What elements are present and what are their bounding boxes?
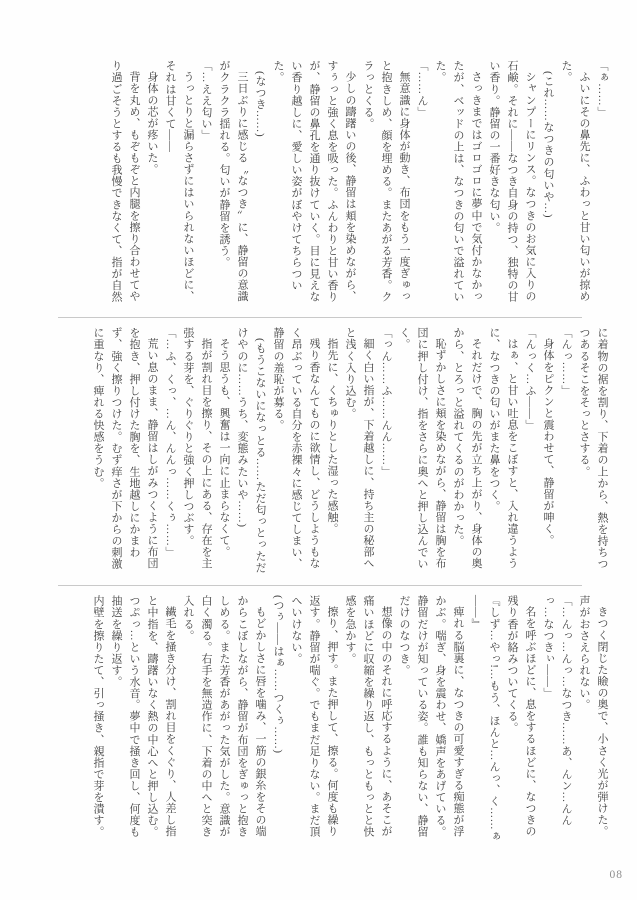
paragraph: それだけで、胸の先が立ち上がり、身体の奥から、とろっと溢れてくるのがわかった。 (452, 327, 482, 569)
paragraph: 「…んっ…んっ…なつき……あ、んン…んんっ…なつきぃ――」 (542, 595, 572, 826)
paragraph: (なつき……) (254, 71, 266, 138)
paragraph: 荒い息のまま、静留はしがみつくように布団を抱き、押し付けた胸を、生地越しにかまわず、強く擦りつけた。むず痒さが下からの刺激に重なり、痺れる快感をうむ。 (92, 327, 158, 570)
text-band-middle (89, 327, 611, 579)
paragraph: もどかしさに唇を噛み、一筋の銀糸をその端からこぼしながら、静留が布団をぎゅっと抱きしめる。また芳香があがった気がした。意識が白く濁る。右手を無造作に、下着の中へと突き入れる。 (182, 595, 266, 838)
paragraph: 「んっ……」 (560, 327, 572, 397)
paragraph: (これ……なつきの匂いや…) (542, 71, 554, 219)
paragraph: 細く白い指が、下着越しに、持ち主の秘部へと浅く入り込む。 (344, 327, 374, 569)
paragraph: 「……ん」 (416, 60, 428, 118)
paragraph: うっとりと漏らさずにはいられないほどに、それは甘くて―― (164, 60, 194, 302)
paragraph: 指先に、くちゅりとした湿った感触。 (326, 338, 338, 535)
paragraph: 背を丸め、もぞもぞと内腿を擦り合わせてやり過ごそうとするも我慢できなくて、指が自然 (110, 60, 140, 303)
text-band-top (107, 60, 611, 312)
paragraph: 身体の芯が疼いた。 (146, 71, 158, 175)
paragraph: 「…ええ匂い」 (200, 60, 212, 141)
paragraph: はぁ、と甘い吐息をこぼすと、入れ違うように、なつきの匂いがまた鼻をつく。 (488, 327, 518, 569)
paragraph: さっきまではゴロゴロに夢中で気付かなかったが、ベッドの上は、なつきの匂いで溢れていた。 (434, 60, 482, 303)
paragraph: (つぅ――はぁ……つくぅ……) (272, 595, 284, 754)
paragraph: ふいにその鼻先に、ふわっと甘い匂いが掠めた。 (560, 60, 590, 302)
paragraph: 身体をピクンと震わせて、静留が呻く。 (542, 338, 554, 546)
paragraph: 無意識に身体が動き、布団をもう一度ぎゅっと抱きしめ、顔を埋める。またあがる芳香。クラっとくる。 (362, 60, 410, 303)
paragraph: 「っん……ふ……んん……」 (380, 327, 392, 478)
paragraph: きつく閉じた瞼の奥で、小さく光が弾けた。 (596, 606, 608, 837)
paragraph: 「んっく…ふ――」 (524, 327, 536, 431)
paragraph: 繊毛を掻き分け、割れ目をくぐり、人差し指と中指を、躊躇いなく熱の中心へと押し込む。 (146, 595, 176, 838)
paragraph: 声がおさえられない。 (578, 595, 590, 711)
paragraph: 内壁を擦りたて、引っ掻き、親指で芽を潰す。 (92, 595, 104, 838)
paragraph: 少しの躊躇いの後、静留は頬を染めながら、すぅっと強く息を吸った。ふんわりと甘い香りが、静留の鼻孔を通り抜けていく。目に見えない香り越しに、愛しい姿がぼやけてちらついた。 (272, 60, 356, 303)
paragraph: 「ぁ……」 (596, 60, 608, 118)
text-band-bottom (89, 595, 611, 847)
paragraph: 名を呼ぶほどに、息をするほどに、なつきの残り香が絡みついてくる。 (506, 595, 536, 837)
paragraph: 擦り、押す。また押して、擦る。何度も繰り返す。静留が喘ぐ。でもまだ足りない。まだ頂へいけない。 (290, 595, 338, 838)
paragraph: に着物の裾を割り、下着の上から、熱を持ちつつあるそこをそっとさする。 (578, 327, 608, 570)
paragraph: 「…ふ、くっ、…ん、んんっ……くぅ……」 (164, 327, 176, 558)
band-divider-2 (58, 585, 582, 586)
band-divider-1 (58, 317, 582, 318)
paragraph: 痺れる脳裏に、なつきの可愛すぎる痴態が浮かぶ。喘ぎ、身を震わせ、嬌声をあげている。静留だけが知っている姿。誰も知らない、静留だけのなつき。 (398, 595, 464, 838)
paragraph: 恥ずかしさに頬を染めながら、静留は胸を布団に押し付け、指をさらに奥へと押し込んでいく。 (398, 327, 446, 570)
paragraph: 『しず…やっ!…もう、ほんと…んっ、く……ぁ――』 (470, 595, 500, 842)
paragraph: つぷっ…という水音。夢中で掻き回し、何度も抽送を繰り返す。 (110, 595, 140, 838)
paragraph: シャンプーにリンス。なつきのお気に入りの石鹸。それに――なつき自身の持つ、独特の甘い香り。静留の一番好きな匂い。 (488, 60, 536, 303)
paragraph: (もうこないになっとる……ただ匂っとっただけやのに……うち、変態みたいや……) (236, 327, 266, 574)
paragraph: 想像の中のそれに呼応するように、あそこが痛いほどに収縮を繰り返し、もっともっとと快感を急かす。 (344, 595, 392, 838)
paragraph: 三日ぶりに感じる〝なつき〟に、静留の意識がクラクラ揺れる。匂いが静留を誘う。 (218, 60, 248, 302)
paragraph: 残り香なんてものに欲情し、どうしようもなく昂ぶっている自分を赤裸々に感じてしまい、静留の羞恥が募る。 (272, 327, 320, 570)
page-number: 08 (609, 869, 623, 881)
paragraph: 指が割れ目を擦り、その上にある、存在を主張する芽を、ぐりぐりと強く押しつぶす。 (182, 327, 212, 569)
paragraph: そう思うも、興奮は一向に止まらなくて。 (218, 338, 230, 558)
